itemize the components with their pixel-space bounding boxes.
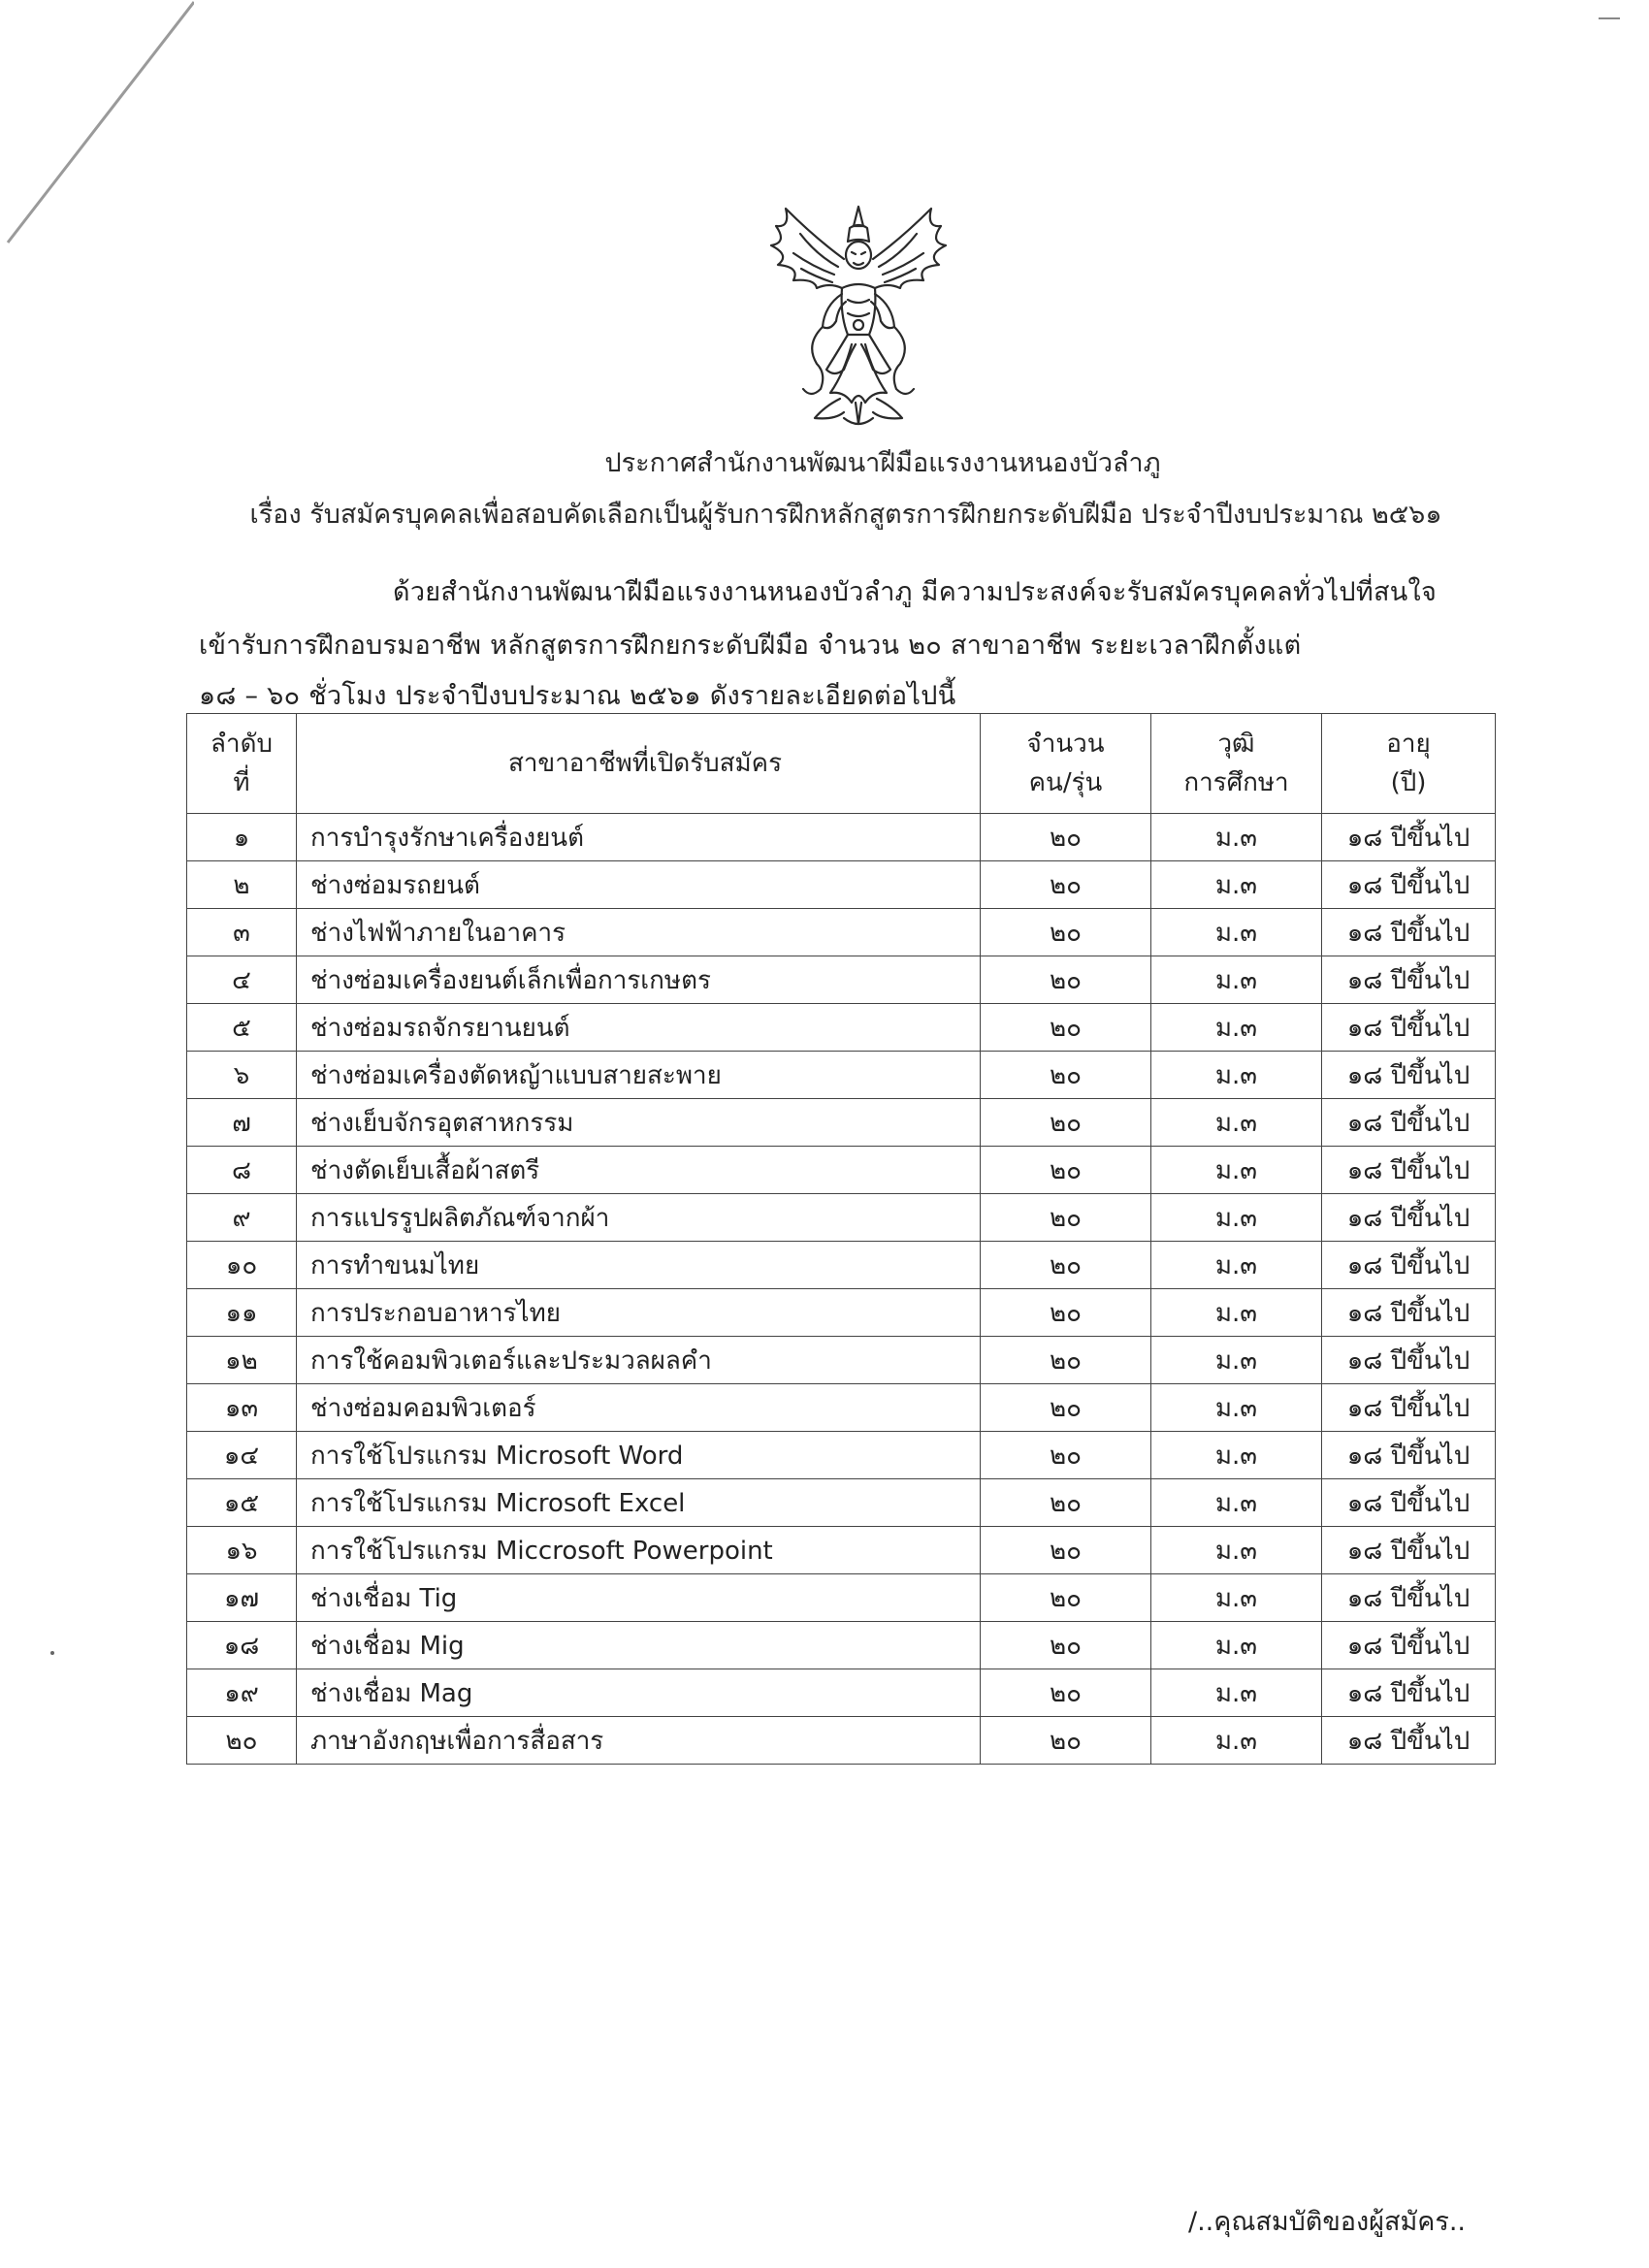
table-row bbox=[187, 1717, 1496, 1765]
cell-education: ม.๓ bbox=[1151, 1479, 1322, 1527]
cell-no: ๗ bbox=[187, 1099, 297, 1147]
cell-no: ๑๐ bbox=[187, 1242, 297, 1289]
cell-count: ๒๐ bbox=[981, 861, 1151, 909]
cell-count: ๒๐ bbox=[981, 1004, 1151, 1052]
cell-count: ๒๐ bbox=[981, 1384, 1151, 1432]
cell-age: ๑๘ ปีขึ้นไป bbox=[1322, 956, 1496, 1004]
scan-dot bbox=[50, 1651, 54, 1655]
cell-education: ม.๓ bbox=[1151, 861, 1322, 909]
cell-age: ๑๘ ปีขึ้นไป bbox=[1322, 1717, 1496, 1765]
cell-education: ม.๓ bbox=[1151, 1194, 1322, 1242]
table-row bbox=[187, 1289, 1496, 1337]
table-row bbox=[187, 909, 1496, 956]
cell-count: ๒๐ bbox=[981, 1052, 1151, 1099]
cell-age: ๑๘ ปีขึ้นไป bbox=[1322, 1527, 1496, 1574]
cell-age: ๑๘ ปีขึ้นไป bbox=[1322, 1479, 1496, 1527]
cell-education: ม.๓ bbox=[1151, 1384, 1322, 1432]
body-line-3: ๑๘ – ๖๐ ชั่วโมง ประจำปีงบประมาณ ๒๕๖๑ ดังรายละเอียดต่อไปนี้ bbox=[199, 681, 956, 711]
cell-course-name: ช่างเชื่อม Mag bbox=[297, 1669, 981, 1717]
table-header-row bbox=[187, 714, 1496, 814]
cell-no: ๒ bbox=[187, 861, 297, 909]
cell-count: ๒๐ bbox=[981, 1669, 1151, 1717]
cell-count: ๒๐ bbox=[981, 1432, 1151, 1479]
training-courses-table bbox=[186, 713, 1496, 1765]
cell-course-name: การใช้โปรแกรม Miccrosoft Powerpoint bbox=[297, 1527, 981, 1574]
cell-count: ๒๐ bbox=[981, 1717, 1151, 1765]
cell-education: ม.๓ bbox=[1151, 1099, 1322, 1147]
header-no bbox=[187, 714, 297, 814]
cell-count: ๒๐ bbox=[981, 1194, 1151, 1242]
cell-age: ๑๘ ปีขึ้นไป bbox=[1322, 1289, 1496, 1337]
cell-no: ๑๘ bbox=[187, 1622, 297, 1669]
table-row bbox=[187, 1194, 1496, 1242]
cell-course-name: การใช้โปรแกรม Microsoft Word bbox=[297, 1432, 981, 1479]
header-course-name bbox=[297, 714, 981, 814]
cell-education: ม.๓ bbox=[1151, 814, 1322, 861]
cell-education: ม.๓ bbox=[1151, 1717, 1322, 1765]
cell-education: ม.๓ bbox=[1151, 1574, 1322, 1622]
cell-course-name: ช่างเชื่อม Tig bbox=[297, 1574, 981, 1622]
header-count-line1: จำนวน bbox=[1026, 729, 1105, 759]
cell-age: ๑๘ ปีขึ้นไป bbox=[1322, 1669, 1496, 1717]
table-row bbox=[187, 1004, 1496, 1052]
cell-count: ๒๐ bbox=[981, 956, 1151, 1004]
cell-no: ๒๐ bbox=[187, 1717, 297, 1765]
cell-no: ๑๗ bbox=[187, 1574, 297, 1622]
cell-no: ๑ bbox=[187, 814, 297, 861]
header-count-line2: คน/รุ่น bbox=[1028, 768, 1103, 797]
cell-no: ๖ bbox=[187, 1052, 297, 1099]
cell-course-name: ช่างไฟฟ้าภายในอาคาร bbox=[297, 909, 981, 956]
cell-course-name: ช่างซ่อมเครื่องยนต์เล็กเพื่อการเกษตร bbox=[297, 956, 981, 1004]
table-row bbox=[187, 1147, 1496, 1194]
scan-mark bbox=[1599, 17, 1620, 19]
cell-count: ๒๐ bbox=[981, 1479, 1151, 1527]
announcement-title: ประกาศสำนักงานพัฒนาฝีมือแรงงานหนองบัวลำภู bbox=[604, 448, 1161, 478]
cell-no: ๑๖ bbox=[187, 1527, 297, 1574]
cell-age: ๑๘ ปีขึ้นไป bbox=[1322, 1622, 1496, 1669]
cell-education: ม.๓ bbox=[1151, 1622, 1322, 1669]
cell-no: ๑๕ bbox=[187, 1479, 297, 1527]
cell-age: ๑๘ ปีขึ้นไป bbox=[1322, 1147, 1496, 1194]
cell-no: ๘ bbox=[187, 1147, 297, 1194]
table-row bbox=[187, 1669, 1496, 1717]
scan-fold-artifact bbox=[0, 0, 194, 252]
header-no-line2: ที่ bbox=[233, 768, 250, 797]
cell-age: ๑๘ ปีขึ้นไป bbox=[1322, 861, 1496, 909]
header-age-line1: อายุ bbox=[1386, 729, 1431, 759]
cell-course-name: ช่างตัดเย็บเสื้อผ้าสตรี bbox=[297, 1147, 981, 1194]
cell-count: ๒๐ bbox=[981, 1147, 1151, 1194]
cell-no: ๙ bbox=[187, 1194, 297, 1242]
cell-education: ม.๓ bbox=[1151, 1004, 1322, 1052]
header-age bbox=[1322, 714, 1496, 814]
cell-count: ๒๐ bbox=[981, 1242, 1151, 1289]
garuda-emblem-icon bbox=[747, 199, 970, 441]
cell-count: ๒๐ bbox=[981, 1099, 1151, 1147]
announcement-subject: เรื่อง รับสมัครบุคคลเพื่อสอบคัดเลือกเป็นผู้รับการฝึกหลักสูตรการฝึกยกระดับฝีมือ ประจำปีงบประมาณ ๒๕๖๑ bbox=[249, 500, 1442, 530]
cell-course-name: ช่างเย็บจักรอุตสาหกรรม bbox=[297, 1099, 981, 1147]
cell-age: ๑๘ ปีขึ้นไป bbox=[1322, 1004, 1496, 1052]
cell-course-name: การประกอบอาหารไทย bbox=[297, 1289, 981, 1337]
cell-education: ม.๓ bbox=[1151, 909, 1322, 956]
cell-age: ๑๘ ปีขึ้นไป bbox=[1322, 1574, 1496, 1622]
cell-course-name: ช่างซ่อมคอมพิวเตอร์ bbox=[297, 1384, 981, 1432]
cell-count: ๒๐ bbox=[981, 909, 1151, 956]
cell-education: ม.๓ bbox=[1151, 1052, 1322, 1099]
header-course-name-label: สาขาอาชีพที่เปิดรับสมัคร bbox=[507, 749, 783, 778]
cell-education: ม.๓ bbox=[1151, 956, 1322, 1004]
header-count bbox=[981, 714, 1151, 814]
cell-age: ๑๘ ปีขึ้นไป bbox=[1322, 909, 1496, 956]
table-row bbox=[187, 1574, 1496, 1622]
cell-no: ๓ bbox=[187, 909, 297, 956]
cell-course-name: ช่างซ่อมรถจักรยานยนต์ bbox=[297, 1004, 981, 1052]
header-age-line2: (ปี) bbox=[1390, 768, 1427, 797]
header-education bbox=[1151, 714, 1322, 814]
cell-count: ๒๐ bbox=[981, 1289, 1151, 1337]
cell-count: ๒๐ bbox=[981, 1622, 1151, 1669]
cell-count: ๒๐ bbox=[981, 1574, 1151, 1622]
table-row bbox=[187, 956, 1496, 1004]
cell-count: ๒๐ bbox=[981, 1527, 1151, 1574]
table-row bbox=[187, 1384, 1496, 1432]
cell-course-name: การบำรุงรักษาเครื่องยนต์ bbox=[297, 814, 981, 861]
cell-no: ๑๑ bbox=[187, 1289, 297, 1337]
cell-course-name: การใช้โปรแกรม Microsoft Excel bbox=[297, 1479, 981, 1527]
cell-age: ๑๘ ปีขึ้นไป bbox=[1322, 1052, 1496, 1099]
table-row bbox=[187, 1052, 1496, 1099]
cell-education: ม.๓ bbox=[1151, 1337, 1322, 1384]
cell-age: ๑๘ ปีขึ้นไป bbox=[1322, 1432, 1496, 1479]
table-row bbox=[187, 1242, 1496, 1289]
table-row bbox=[187, 1099, 1496, 1147]
table-row bbox=[187, 1622, 1496, 1669]
cell-no: ๑๔ bbox=[187, 1432, 297, 1479]
cell-age: ๑๘ ปีขึ้นไป bbox=[1322, 1099, 1496, 1147]
cell-age: ๑๘ ปีขึ้นไป bbox=[1322, 1242, 1496, 1289]
cell-no: ๑๙ bbox=[187, 1669, 297, 1717]
cell-no: ๑๒ bbox=[187, 1337, 297, 1384]
cell-education: ม.๓ bbox=[1151, 1289, 1322, 1337]
cell-education: ม.๓ bbox=[1151, 1432, 1322, 1479]
header-education-line2: การศึกษา bbox=[1183, 768, 1289, 797]
cell-education: ม.๓ bbox=[1151, 1147, 1322, 1194]
cell-education: ม.๓ bbox=[1151, 1669, 1322, 1717]
table-row bbox=[187, 861, 1496, 909]
cell-course-name: การใช้คอมพิวเตอร์และประมวลผลคำ bbox=[297, 1337, 981, 1384]
cell-age: ๑๘ ปีขึ้นไป bbox=[1322, 1194, 1496, 1242]
table-row bbox=[187, 1337, 1496, 1384]
continuation-note: /..คุณสมบัติของผู้สมัคร.. bbox=[1188, 2207, 1467, 2237]
table-row bbox=[187, 814, 1496, 861]
table-row bbox=[187, 1527, 1496, 1574]
header-education-line1: วุฒิ bbox=[1217, 729, 1255, 759]
body-line-2: เข้ารับการฝึกอบรมอาชีพ หลักสูตรการฝึกยกระดับฝีมือ จำนวน ๒๐ สาขาอาชีพ ระยะเวลาฝึกตั้งแต่ bbox=[199, 631, 1302, 661]
cell-education: ม.๓ bbox=[1151, 1242, 1322, 1289]
table-row bbox=[187, 1432, 1496, 1479]
cell-count: ๒๐ bbox=[981, 814, 1151, 861]
cell-age: ๑๘ ปีขึ้นไป bbox=[1322, 1384, 1496, 1432]
cell-course-name: ช่างซ่อมเครื่องตัดหญ้าแบบสายสะพาย bbox=[297, 1052, 981, 1099]
cell-no: ๕ bbox=[187, 1004, 297, 1052]
cell-no: ๔ bbox=[187, 956, 297, 1004]
cell-course-name: ภาษาอังกฤษเพื่อการสื่อสาร bbox=[297, 1717, 981, 1765]
body-line-1: ด้วยสำนักงานพัฒนาฝีมือแรงงานหนองบัวลำภู มีความประสงค์จะรับสมัครบุคคลทั่วไปที่สนใจ bbox=[393, 577, 1438, 607]
cell-education: ม.๓ bbox=[1151, 1527, 1322, 1574]
cell-no: ๑๓ bbox=[187, 1384, 297, 1432]
cell-age: ๑๘ ปีขึ้นไป bbox=[1322, 1337, 1496, 1384]
cell-course-name: ช่างเชื่อม Mig bbox=[297, 1622, 981, 1669]
table-row bbox=[187, 1479, 1496, 1527]
cell-count: ๒๐ bbox=[981, 1337, 1151, 1384]
cell-course-name: การแปรรูปผลิตภัณฑ์จากผ้า bbox=[297, 1194, 981, 1242]
cell-age: ๑๘ ปีขึ้นไป bbox=[1322, 814, 1496, 861]
cell-course-name: ช่างซ่อมรถยนต์ bbox=[297, 861, 981, 909]
cell-course-name: การทำขนมไทย bbox=[297, 1242, 981, 1289]
header-no-line1: ลำดับ bbox=[210, 729, 273, 759]
